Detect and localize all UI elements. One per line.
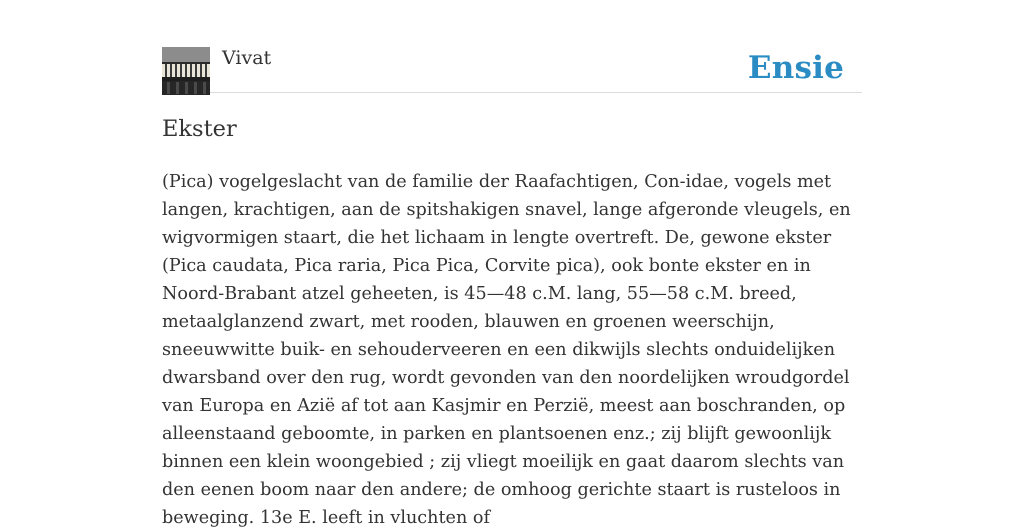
site-header [162, 46, 862, 93]
author-name[interactable]: Vivat [222, 47, 272, 69]
article-title: Ekster [162, 116, 237, 142]
brand-logo[interactable]: Ensie [747, 50, 844, 86]
article-body: (Pica) vogelgeslacht van de familie der Raafachtigen, Con-idae, vogels met langen, krachtigen, aan de spitshakigen snavel, lange afgeronde vleugels, en wigvormigen staart, die het lichaam in lengte overtreft. De, gewone ekster (Pica caudata, Pica raria, Pica Pica, Corvite pica), ook bonte ekster en in Noord-Brabant atzel geheeten, is 45—48 c.M. lang, 55—58 c.M. breed, metaalglanzend zwart, met rooden, blauwen en groenen weerschijn, sneeuwwitte buik- en sehouderveeren en een dikwijls slechts onduidelijken dwarsband over den rug, wordt gevonden van den noordelijken wroudgordel van Europa en Azië af tot aan Kasjmir en Perzië, meest aan boschranden, op alleenstaand geboomte, in parken en plantsoenen enz.; zij blijft gewoonlijk binnen een klein woongebied ; zij vliegt moeilijk en gaat daarom slechts van den eenen boom naar den andere; de omhoog gerichte staart is rusteloos in beweging. 13e E. leeft in vluchten of [162, 172, 851, 528]
bookshelf-avatar-icon [162, 47, 210, 95]
author-avatar[interactable] [162, 47, 210, 95]
